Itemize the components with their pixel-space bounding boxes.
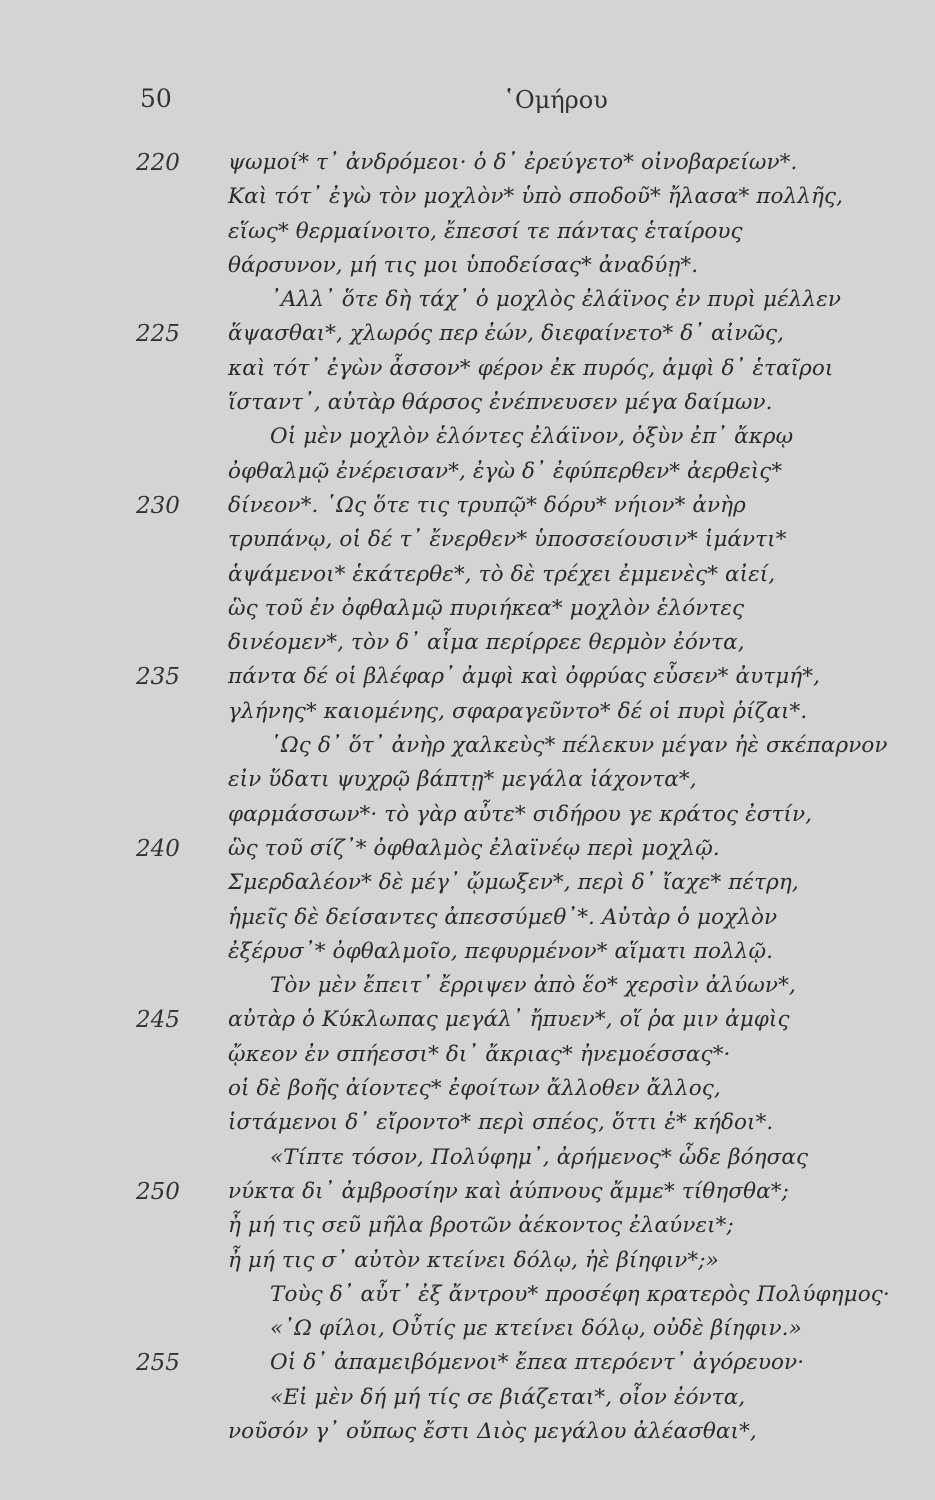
verse-text: γλήνης* καιομένης, σφαραγεῦντο* δέ οἱ πυρὶ ῥίζαι*. <box>228 698 808 724</box>
verse-text: ὣς τοῦ σίζ᾽* ὀφθαλμὸς ἐλαϊνέῳ περὶ μοχλῷ. <box>228 835 720 861</box>
verse-text: αὐτὰρ ὁ Κύκλωπας μεγάλ᾽ ἤπυεν*, οἵ ῥα μιν ἀμφὶς <box>228 1007 790 1033</box>
verse-line <box>0 1278 935 1312</box>
verse-text: ὀφθαλμῷ ἐνέρεισαν*, ἐγὼ δ᾽ ἐφύπερθεν* ἀερθεὶς* <box>228 458 783 484</box>
verse-line <box>0 455 935 489</box>
verse-text: ἦ μή τις σ᾽ αὐτὸν κτείνει δόλῳ, ἠὲ βίηφιν*;» <box>228 1247 719 1273</box>
line-number: 235 <box>136 664 180 691</box>
line-number: 220 <box>136 150 180 176</box>
verse-line <box>0 660 935 694</box>
verse-text: νύκτα δι᾽ ἀμβροσίην καὶ ἀύπνους ἄμμε* τίθησθα*; <box>228 1178 789 1204</box>
verse-text: ῾Ως δ᾽ ὅτ᾽ ἀνὴρ χαλκεὺς* πέλεκυν μέγαν ἠὲ σκέπαρνον <box>270 733 888 759</box>
verse-text: νοῦσόν γ᾽ οὔπως ἔστι Διὸς μεγάλου ἀλέασθαι*, <box>228 1418 757 1444</box>
verse-line <box>0 1209 935 1243</box>
verse-line <box>0 832 935 866</box>
verse-line <box>0 935 935 969</box>
verse-text: Οἱ δ᾽ ἀπαμειβόμενοι* ἔπεα πτερόεντ᾽ ἀγόρευον· <box>270 1350 805 1376</box>
verse-text: Σμερδαλέον* δὲ μέγ᾽ ᾤμωξεν*, περὶ δ᾽ ἴαχε* πέτρη, <box>228 870 799 896</box>
verse-line <box>0 798 935 832</box>
verse-line <box>0 969 935 1003</box>
verse-text: ᾽Αλλ᾽ ὅτε δὴ τάχ᾽ ὁ μοχλὸς ἐλάϊνος ἐν πυρὶ μέλλεν <box>270 287 841 313</box>
verse-text: εἰν ὕδατι ψυχρῷ βάπτῃ* μεγάλα ἰάχοντα*, <box>228 767 697 793</box>
page-number: 50 <box>140 84 172 113</box>
verse-line <box>0 1072 935 1106</box>
verse-text: Τοὺς δ᾽ αὖτ᾽ ἐξ ἄντρου* προσέφη κρατερὸς Πολύφημος· <box>270 1281 890 1307</box>
verse-line <box>0 592 935 626</box>
verse-text: δινέομεν*, τὸν δ᾽ αἷμα περίρρεε θερμὸν ἐόντα, <box>228 630 745 656</box>
verse-text: «Εἰ μὲν δή μή τίς σε βιάζεται*, οἶον ἐόντα, <box>270 1384 746 1410</box>
verse-line <box>0 1038 935 1072</box>
verse-text: οἱ δὲ βοῆς ἀίοντες* ἐφοίτων ἄλλοθεν ἄλλος, <box>228 1076 721 1102</box>
verse-line <box>0 523 935 557</box>
verse-text: εἵως* θερμαίνοιτο, ἔπεσσί τε πάντας ἑταίρους <box>228 218 743 244</box>
line-number: 245 <box>136 1007 180 1034</box>
verse-text: ἅψασθαι*, χλωρός περ ἐών, διεφαίνετο* δ᾽ αἰνῶς, <box>228 321 785 347</box>
verse-text: ἱστάμενοι δ᾽ εἴροντο* περὶ σπέος, ὅττι ἑ* κήδοι*. <box>228 1110 774 1136</box>
verse-line <box>0 283 935 317</box>
verse-text: τρυπάνῳ, οἱ δέ τ᾽ ἔνερθεν* ὑποσσείουσιν* ἱμάντι* <box>228 527 787 553</box>
verse-line <box>0 1346 935 1380</box>
line-number: 230 <box>136 492 180 519</box>
verse-line <box>0 1003 935 1037</box>
verse-text: καὶ τότ᾽ ἐγὼν ἆσσον* φέρον ἐκ πυρός, ἀμφὶ δ᾽ ἑταῖροι <box>228 355 834 381</box>
verse-line <box>0 317 935 351</box>
verse-block <box>0 146 935 1449</box>
verse-text: ἦ μή τις σεῦ μῆλα βροτῶν ἀέκοντος ἐλαύνει*; <box>228 1213 734 1239</box>
verse-line <box>0 729 935 763</box>
verse-line <box>0 626 935 660</box>
verse-line <box>0 866 935 900</box>
verse-line <box>0 901 935 935</box>
verse-line <box>0 1381 935 1415</box>
verse-line <box>0 180 935 214</box>
line-number: 255 <box>136 1350 180 1377</box>
verse-line <box>0 1141 935 1175</box>
verse-line <box>0 763 935 797</box>
verse-text: φαρμάσσων*· τὸ γὰρ αὖτε* σιδήρου γε κράτος ἐστίν, <box>228 801 813 827</box>
verse-line <box>0 558 935 592</box>
verse-text: ἡμεῖς δὲ δείσαντες ἀπεσσύμεθ᾽*. Αὐτὰρ ὁ μοχλὸν <box>228 904 778 930</box>
verse-text: θάρσυνον, μή τις μοι ὑποδείσας* ἀναδύῃ*. <box>228 252 699 278</box>
verse-text: Τὸν μὲν ἔπειτ᾽ ἔρριψεν ἀπὸ ἕο* χερσὶν ἀλύων*, <box>270 973 796 999</box>
verse-text: «᾽Ω φίλοι, Οὖτίς με κτείνει δόλῳ, οὐδὲ βίηφιν.» <box>270 1316 802 1342</box>
verse-line <box>0 489 935 523</box>
verse-text: ὣς τοῦ ἐν ὀφθαλμῷ πυριήκεα* μοχλὸν ἑλόντες <box>228 595 745 621</box>
verse-text: ᾤκεον ἐν σπήεσσι* δι᾽ ἄκριας* ἠνεμοέσσας*· <box>228 1041 731 1067</box>
verse-line <box>0 1244 935 1278</box>
verse-line <box>0 215 935 249</box>
verse-text: ψωμοί* τ᾽ ἀνδρόμεοι· ὁ δ᾽ ἐρεύγετο* οἰνοβαρείων*. <box>228 150 798 175</box>
verse-line <box>0 146 935 180</box>
verse-text: «Τίπτε τόσον, Πολύφημ᾽, ἀρήμενος* ὧδε βόησας <box>270 1144 809 1170</box>
running-title: ῾Ομήρου <box>503 86 608 114</box>
verse-text: πάντα δέ οἱ βλέφαρ᾽ ἀμφὶ καὶ ὀφρύας εὗσεν* ἀυτμή*, <box>228 664 821 690</box>
verse-line <box>0 386 935 420</box>
verse-text: δίνεον*. ῾Ως ὅτε τις τρυπῷ* δόρυ* νήιον* ἀνὴρ <box>228 492 746 518</box>
verse-text: ἐξέρυσ᾽* ὀφθαλμοῖο, πεφυρμένον* αἵματι πολλῷ. <box>228 938 774 964</box>
line-number: 250 <box>136 1178 180 1205</box>
verse-text: Οἱ μὲν μοχλὸν ἑλόντες ἐλάϊνον, ὀξὺν ἐπ᾽ ἄκρῳ <box>270 424 794 450</box>
verse-line <box>0 1312 935 1346</box>
verse-line <box>0 1106 935 1140</box>
line-number: 240 <box>136 835 180 862</box>
verse-line <box>0 420 935 454</box>
line-number: 225 <box>136 321 180 348</box>
verse-line <box>0 352 935 386</box>
verse-text: ἵσταντ᾽, αὐτὰρ θάρσος ἐνέπνευσεν μέγα δαίμων. <box>228 390 773 416</box>
verse-text: Καὶ τότ᾽ ἐγὼ τὸν μοχλὸν* ὑπὸ σποδοῦ* ἤλασα* πολλῆς, <box>228 184 844 210</box>
verse-line <box>0 1175 935 1209</box>
verse-text: ἁψάμενοι* ἑκάτερθε*, τὸ δὲ τρέχει ἐμμενὲς* αἰεί, <box>228 561 776 587</box>
verse-line <box>0 1415 935 1449</box>
verse-line <box>0 249 935 283</box>
verse-line <box>0 695 935 729</box>
